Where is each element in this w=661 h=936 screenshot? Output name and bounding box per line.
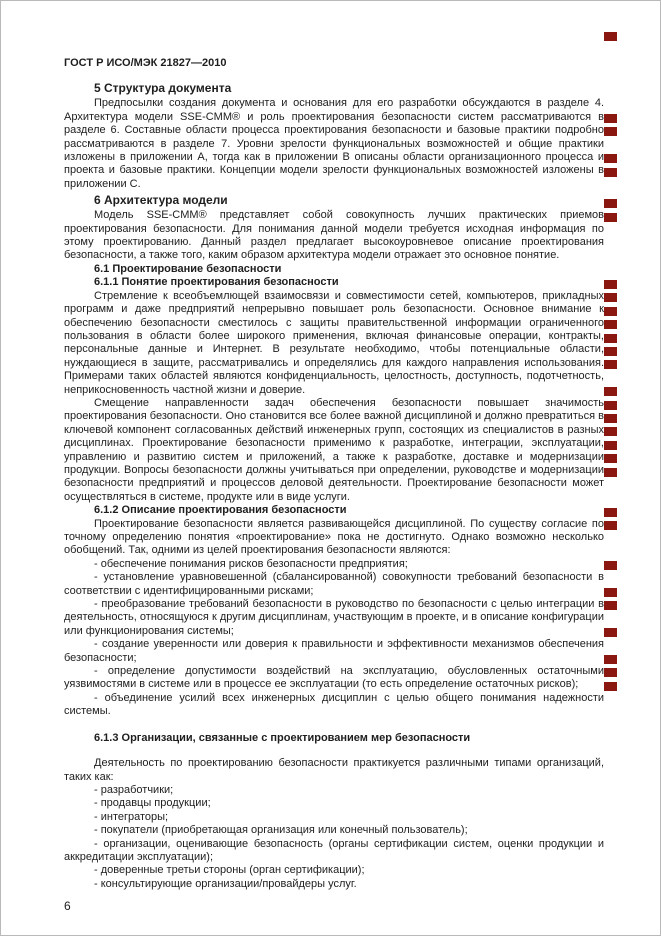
list-item: - консультирующие организации/провайдеры услуг. [94, 877, 357, 890]
document-content [64, 57, 604, 891]
redaction-mark [604, 32, 617, 41]
section-6-1-3-heading: 6.1.3 Организации, связанные с проектированием мер безопасности [94, 731, 471, 744]
redaction-mark [604, 320, 617, 329]
list-item: - организации, оценивающие безопасность (органы сертификации систем, оценки продукции и аккредитации эксплуатации); [64, 837, 604, 863]
list-item: - интеграторы; [94, 810, 169, 823]
redaction-mark [604, 154, 617, 163]
redaction-mark [604, 521, 617, 530]
redaction-mark [604, 199, 617, 208]
redaction-mark [604, 682, 617, 691]
redaction-mark [604, 401, 617, 410]
redaction-mark [604, 387, 617, 396]
paragraph: Смещение направленности задач обеспечения безопасности повышает значимость проектирования безопасности. Оно становится все более важной дисциплиной и должно превратиться в ключевой компонент согласованных действий инженерных групп, состоящих из специалистов в разных дисциплинах. Проектирование безопасности применимо к разработке, интеграции, эксплуатации, управлению и развитию систем и приложений, а также к разработке, доставке и модернизации продукции. Вопросы безопасности должны учитываться при определении, руководстве и модернизации безопасности предприятий и процессов деловой деятельности. Проектирование безопасности может осуществляться в системе, продукте или в виде услуги. [64, 396, 604, 503]
redaction-mark [604, 360, 617, 369]
redaction-mark [604, 168, 617, 177]
redaction-mark [604, 307, 617, 316]
redaction-mark [604, 468, 617, 477]
redaction-mark [604, 293, 617, 302]
paragraph: Проектирование безопасности является развивающейся дисциплиной. По существу согласие по точному определению понятия «проектирование» пока не достигнуто. Однако возможно несколько обобщений. Так, одними из целей проектирования безопасности являются: [64, 517, 604, 557]
redaction-mark [604, 414, 617, 423]
redaction-mark [604, 441, 617, 450]
list-item: - создание уверенности или доверия к правильности и эффективности механизмов обеспечения безопасности; [64, 638, 604, 664]
document-header: ГОСТ Р ИСО/МЭК 21827—2010 [64, 57, 227, 69]
redaction-mark [604, 454, 617, 463]
section-6-1-heading: 6.1 Проектирование безопасности [94, 262, 282, 275]
redaction-mark [604, 601, 617, 610]
paragraph: Стремление к всеобъемлющей взаимосвязи и совместимости сетей, компьютеров, прикладных программ и даже предприятий непрерывно повышает роль безопасности. Основное внимание к обеспечению безопасности сместилось с защиты правительственной информации ограниченного пользования в области более широкого применения, включая финансовые операции, контракты, персональные данные и Интернет. В результате необходимо, чтобы потенциальные области, нуждающиеся в защите, рассматривались и определялись для каждого направления использования. Примерами таких областей являются конфиденциальность, целостность, доступность, подотчетность, неприкосновенность частной жизни и доверие. [64, 289, 604, 396]
paragraph: Деятельность по проектированию безопасности практикуется различными типами организаций, таких как: [64, 757, 604, 783]
list-item: - доверенные третьи стороны (орган сертификации); [94, 864, 365, 877]
paragraph: Модель SSE-CMM® представляет собой совокупность лучших практических приемов проектирования безопасности. Для понимания данной модели требуется исходная информация по этому проектированию. Данный раздел предлагает высокоуровневое описание проектирования безопасности, а также того, каким образом архитектура модели отражает это основное понятие. [64, 209, 604, 262]
list-item: - покупатели (приобретающая организация или конечный пользователь); [94, 824, 468, 837]
redaction-mark [604, 427, 617, 436]
list-item: - продавцы продукции; [94, 797, 211, 810]
list-item: - объединение усилий всех инженерных дисциплин с целью общего понимания надежности системы. [64, 691, 604, 718]
paragraph: Предпосылки создания документа и основания для его разработки обсуждаются в разделе 4. Архитектура модели SSE-CMM® и роль проектирования безопасности систем рассматриваются в разделе 6. Составные области процесса проектирования безопасности и базовые практики подробно рассматриваются в разделе 7. Уровни зрелости функциональных возможностей и общие практики изложены в приложении А, тогда как в приложении В описаны области организационного процесса и проекта и базовые практики. Концепции модели зрелости функциональных возможностей изложены в приложении С. [64, 97, 604, 190]
page-number: 6 [64, 899, 71, 913]
redaction-mark [604, 588, 617, 597]
redaction-mark [604, 508, 617, 517]
section-6-1-1-heading: 6.1.1 Понятие проектирования безопасности [94, 276, 339, 289]
redaction-mark [604, 213, 617, 222]
redaction-mark [604, 114, 617, 123]
redaction-mark [604, 668, 617, 677]
redaction-mark [604, 561, 617, 570]
list-item: - разработчики; [94, 783, 174, 796]
list-item: - преобразование требований безопасности в руководство по безопасности с целью интеграции в деятельность, относящуюся к другим дисциплинам, участвующим в проекте, и в описание конфигурации или функционирования системы; [64, 598, 604, 637]
redaction-mark [604, 655, 617, 664]
redaction-mark [604, 280, 617, 289]
redaction-mark [604, 628, 617, 637]
list-item: - установление уравновешенной (сбалансированной) совокупности требований безопасности в соответствии с идентифицированными рисками; [64, 571, 604, 597]
list-item: - определение допустимости воздействий на эксплуатацию, обусловленных остаточными уязвимостями в системе или в процессе ее эксплуатации (то есть определение остаточных рисков); [64, 665, 604, 691]
section-6-heading: 6 Архитектура модели [94, 193, 228, 208]
redaction-mark [604, 347, 617, 356]
section-5-heading: 5 Структура документа [94, 81, 232, 96]
section-6-1-2-heading: 6.1.2 Описание проектирования безопасности [94, 504, 347, 517]
redaction-mark [604, 127, 617, 136]
list-item: - обеспечение понимания рисков безопасности предприятия; [94, 557, 408, 570]
redaction-mark [604, 334, 617, 343]
